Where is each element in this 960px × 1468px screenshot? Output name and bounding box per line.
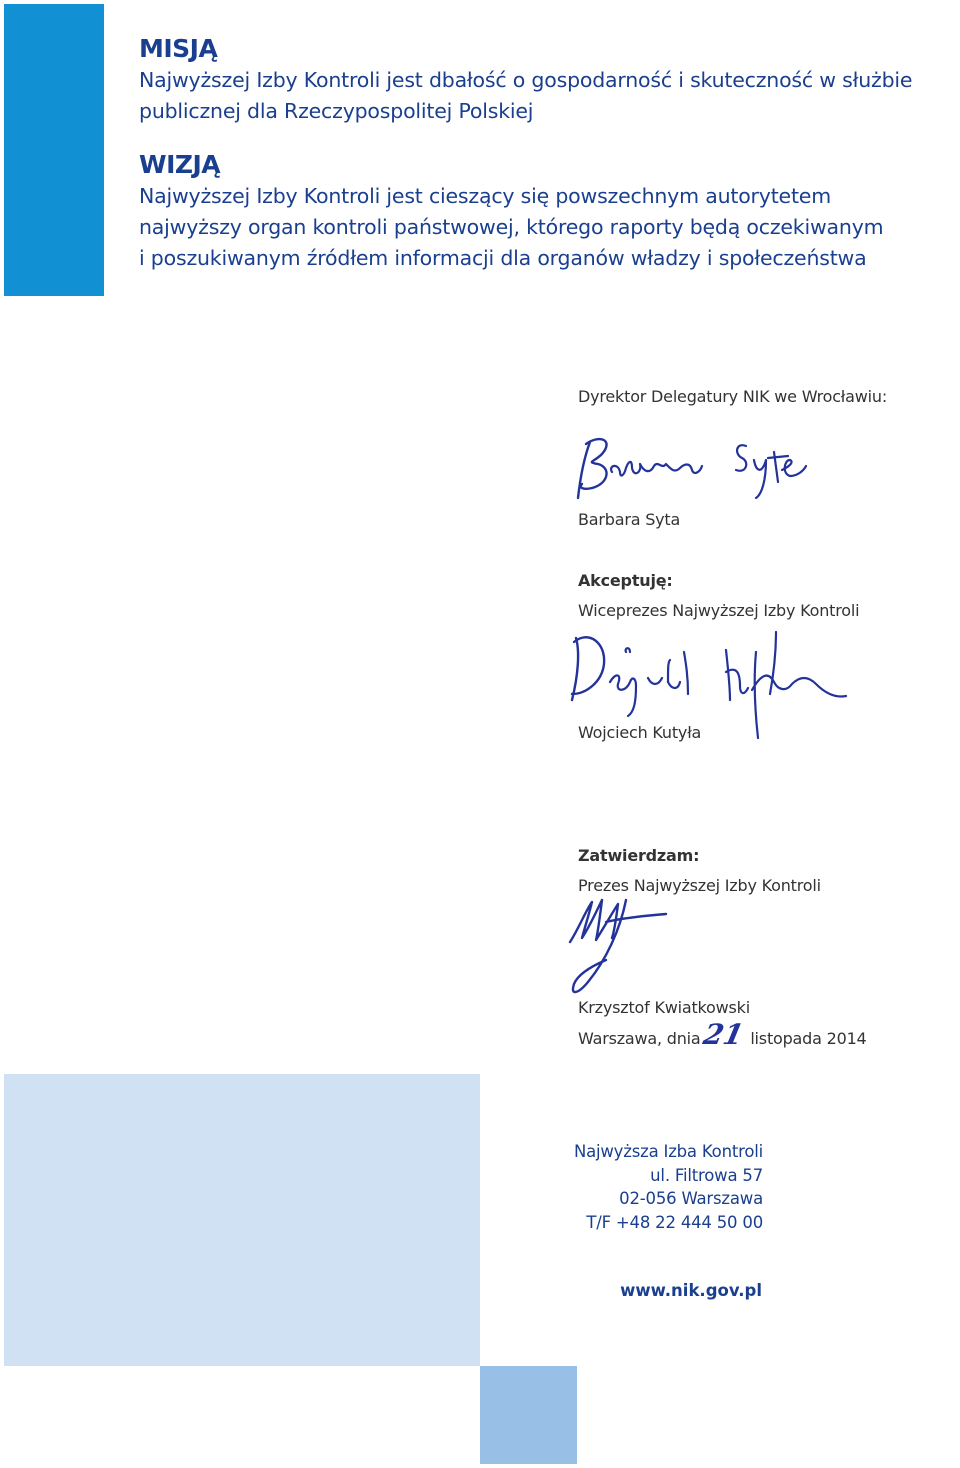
footer-panel: [4, 1074, 480, 1366]
signature-barbara-syta: [568, 432, 813, 504]
date-prefix: Warszawa, dnia: [578, 1029, 701, 1048]
footer-address: [574, 1140, 763, 1234]
footer-street: ul. Filtrowa 57: [650, 1165, 763, 1185]
director-name: Barbara Syta: [578, 510, 681, 529]
wizja-heading: WIZJĄ: [139, 150, 221, 179]
wizja-line: i poszukiwanym źródłem informacji dla organów władzy i społeczeństwa: [139, 246, 867, 270]
date-suffix: listopada 2014: [750, 1029, 867, 1048]
blue-accent-bar: [4, 4, 104, 296]
footer-website-link[interactable]: www.nik.gov.pl: [620, 1281, 762, 1300]
misja-line: publicznej dla Rzeczypospolitej Polskiej: [139, 99, 534, 123]
footer-org-name: Najwyższa Izba Kontroli: [573, 1142, 763, 1161]
vice-president-title: Wiceprezes Najwyższej Izby Kontroli: [578, 601, 860, 620]
misja-line: Najwyższej Izby Kontroli jest dbałość o gospodarność i skuteczność w służbie: [139, 68, 913, 92]
president-name: Krzysztof Kwiatkowski: [578, 998, 750, 1017]
approve-label: Zatwierdzam:: [578, 846, 700, 865]
wizja-line: najwyższy organ kontroli państwowej, którego raporty będą oczekiwanym: [139, 215, 884, 239]
handwritten-date-day: 21: [700, 1018, 747, 1051]
mission-vision-section: [139, 33, 939, 274]
footer-city: 02-056 Warszawa: [619, 1189, 763, 1208]
decorative-square: [480, 1366, 577, 1464]
signature-krzysztof-kwiatkowski: [566, 890, 676, 1002]
misja-heading: MISJĄ: [139, 34, 218, 63]
vice-president-name: Wojciech Kutyła: [578, 723, 702, 742]
director-title: Dyrektor Delegatury NIK we Wrocławiu:: [578, 387, 888, 406]
accept-label: Akceptuję:: [578, 571, 673, 590]
wizja-line: Najwyższej Izby Kontroli jest cieszący się powszechnym autorytetem: [139, 184, 831, 208]
president-title: Prezes Najwyższej Izby Kontroli: [578, 876, 821, 895]
footer-phone: T/F +48 22 444 50 00: [586, 1212, 763, 1232]
